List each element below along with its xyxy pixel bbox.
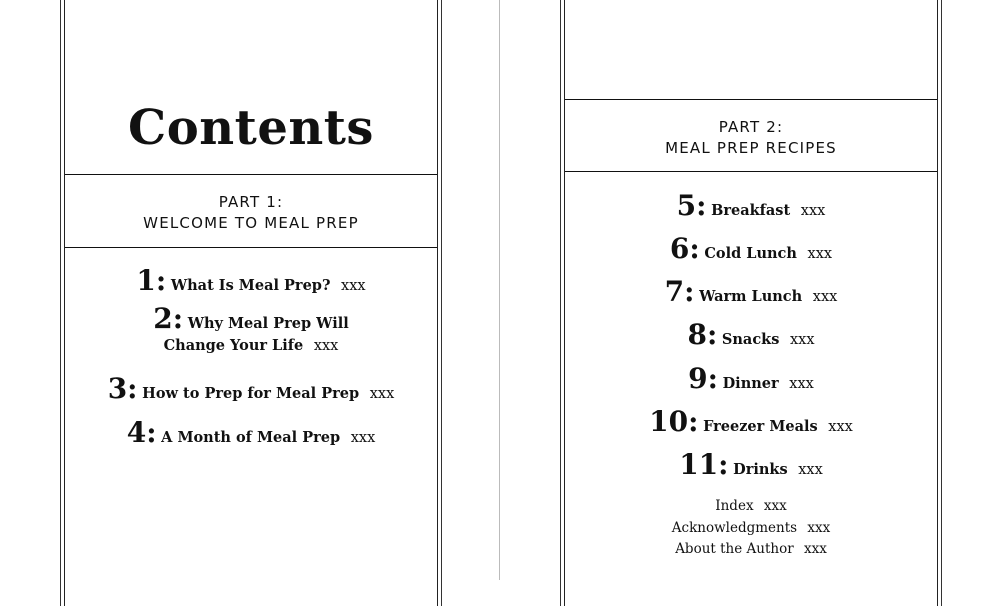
chapter-number: 1: xyxy=(136,264,167,297)
chapter-title: A Month of Meal Prep xyxy=(161,429,341,446)
page-number: xxx xyxy=(807,246,833,262)
part-name: WELCOME TO MEAL PREP xyxy=(143,214,359,232)
chapter-number: 11: xyxy=(679,448,729,481)
chapter-number: 10: xyxy=(649,405,699,438)
page-number: xxx xyxy=(350,430,376,446)
chapter-title: What Is Meal Prep? xyxy=(170,277,331,294)
part-label: PART 1: xyxy=(218,193,284,211)
divider xyxy=(565,99,937,100)
page-number: xxx xyxy=(789,376,814,392)
chapter-entry[interactable] xyxy=(565,405,937,438)
page-number: xxx xyxy=(828,419,853,435)
left-page xyxy=(64,0,438,606)
chapter-entry[interactable] xyxy=(565,448,937,481)
page-number: xxx xyxy=(313,338,339,354)
page-number: xxx xyxy=(803,541,827,557)
book-spine xyxy=(499,0,500,580)
page-number: xxx xyxy=(798,462,823,478)
right-page xyxy=(564,0,938,606)
chapter-entry[interactable] xyxy=(565,232,937,265)
chapter-entry[interactable] xyxy=(565,189,937,222)
page-number: xxx xyxy=(812,289,838,305)
chapter-entry[interactable] xyxy=(565,362,937,395)
chapter-entry[interactable] xyxy=(65,416,437,449)
divider xyxy=(65,174,437,175)
back-matter-entry[interactable] xyxy=(565,518,937,540)
chapter-title-line-1: Why Meal Prep Will xyxy=(187,315,349,332)
page-number: xxx xyxy=(807,519,831,536)
part-1-heading xyxy=(65,192,437,234)
chapter-entry[interactable] xyxy=(65,302,437,357)
chapter-entry[interactable] xyxy=(65,264,437,297)
chapter-number: 7: xyxy=(664,275,695,308)
chapter-title: Drinks xyxy=(733,461,788,478)
back-matter-entry[interactable] xyxy=(565,539,937,561)
part-label: PART 2: xyxy=(718,118,784,136)
chapter-entry[interactable] xyxy=(65,372,437,405)
chapter-number: 6: xyxy=(669,232,700,265)
back-matter-title: About the Author xyxy=(675,541,794,557)
chapter-number: 4: xyxy=(126,416,157,449)
chapter-number: 9: xyxy=(688,362,718,395)
chapter-entry[interactable] xyxy=(565,275,937,308)
chapter-entry[interactable] xyxy=(565,318,937,351)
back-matter-entry[interactable] xyxy=(565,496,937,518)
page-number: xxx xyxy=(800,203,826,219)
page-number: xxx xyxy=(763,498,787,514)
page-number: xxx xyxy=(341,278,366,294)
chapter-title-line-2: Change Your Life xyxy=(163,337,304,354)
divider xyxy=(65,247,437,248)
chapter-number: 5: xyxy=(676,189,707,222)
part-2-heading xyxy=(565,117,937,159)
chapter-title: Dinner xyxy=(722,375,779,392)
chapter-number: 8: xyxy=(687,318,718,351)
chapter-number: 3: xyxy=(107,372,138,405)
part-name: MEAL PREP RECIPES xyxy=(665,139,837,157)
contents-title: Contents xyxy=(128,100,374,156)
page-number: xxx xyxy=(789,332,815,348)
chapter-title: Cold Lunch xyxy=(704,245,797,262)
chapter-title: How to Prep for Meal Prep xyxy=(142,385,360,402)
back-matter-title: Index xyxy=(715,498,754,514)
chapter-title: Snacks xyxy=(721,331,780,348)
chapter-number: 2: xyxy=(153,302,184,335)
divider xyxy=(565,171,937,172)
back-matter-title: Acknowledgments xyxy=(671,519,798,536)
chapter-title: Freezer Meals xyxy=(703,418,818,435)
chapter-title: Warm Lunch xyxy=(699,288,803,305)
back-matter-list xyxy=(565,496,937,561)
chapter-title: Breakfast xyxy=(711,202,791,219)
page-number: xxx xyxy=(369,386,395,402)
